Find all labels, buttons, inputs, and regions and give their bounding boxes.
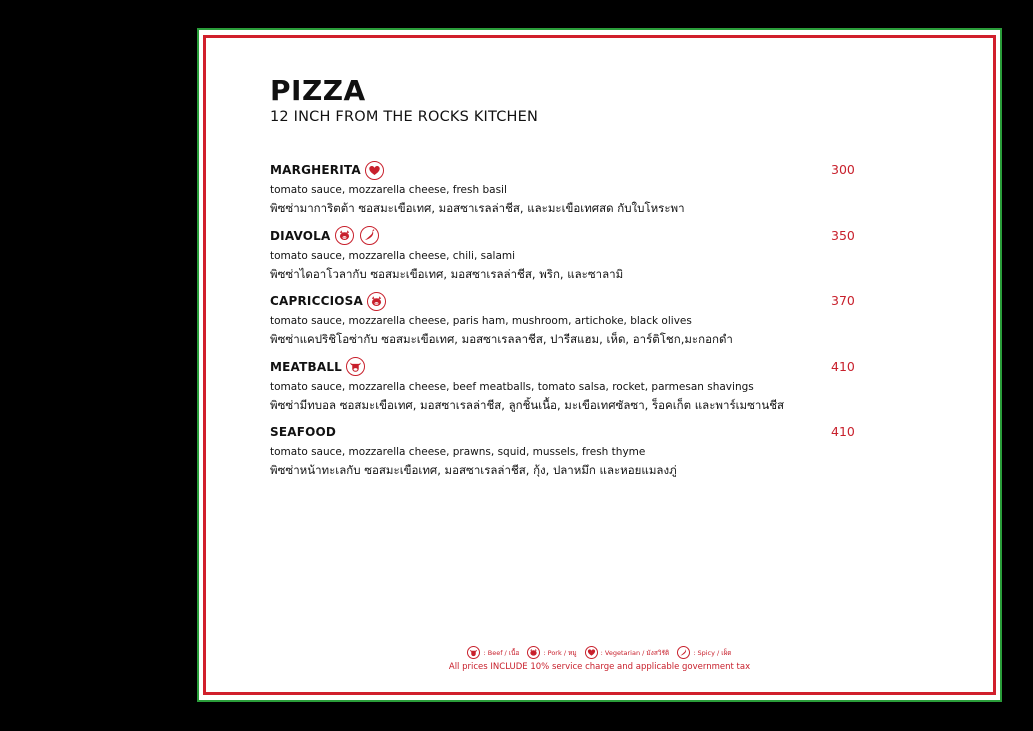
item-name: DIAVOLA: [270, 228, 331, 243]
item-description-en: tomato sauce, mozzarella cheese, fresh basil: [270, 184, 507, 196]
beef-icon: [346, 357, 365, 376]
pork-icon: [527, 646, 540, 659]
legend-label: : Spicy / เผ็ด: [693, 648, 732, 657]
legend-label: : Beef / เนื้อ: [483, 648, 520, 657]
beef-icon: [467, 646, 480, 659]
dietary-legend: [199, 646, 1000, 659]
item-price: 350: [831, 227, 855, 243]
menu-item-diavola: [270, 224, 860, 290]
legend-label: : Pork / หมู: [543, 648, 577, 657]
legend-beef: [467, 646, 519, 659]
vegetarian-icon: [365, 161, 384, 180]
item-description-en: tomato sauce, mozzarella cheese, prawns, squid, mussels, fresh thyme: [270, 446, 646, 458]
menu-item-seafood: [270, 420, 860, 486]
legend-pork: [527, 646, 576, 659]
item-description-en: tomato sauce, mozzarella cheese, paris ham, mushroom, artichoke, black olives: [270, 315, 692, 327]
item-description-th: พิซซ่าหน้าทะเลกับ ซอสมะเขือเทศ, มอสซาเรลล่าชีส, กุ้ง, ปลาหมึก และหอยแมลงภู่: [270, 463, 677, 477]
pork-icon: [335, 226, 354, 245]
item-name: SEAFOOD: [270, 425, 337, 439]
menu-items: [270, 158, 860, 486]
spicy-icon: [677, 646, 690, 659]
item-name: CAPRICCIOSA: [270, 294, 364, 308]
menu-item-margherita: [270, 158, 860, 224]
item-description-en: tomato sauce, mozzarella cheese, beef meatballs, tomato salsa, rocket, parmesan shavings: [270, 380, 754, 393]
legend-vegetarian: [585, 646, 670, 659]
item-price: 410: [831, 358, 855, 374]
menu-page: [197, 28, 1002, 702]
menu-item-meatball: [270, 355, 860, 421]
page-title: PIZZA: [270, 74, 366, 107]
item-price: 370: [831, 293, 855, 308]
item-description-th: พิซซ่ามาการิตต้า ซอสมะเขือเทศ, มอสซาเรลล่าชีส, และมะเขือเทศสด กับใบโหระพา: [270, 201, 685, 215]
item-description-th: พิซซ่าไดอาโวลากับ ซอสมะเขือเทศ, มอสซาเรลล่าชีส, พริก, และซาลามิ: [270, 266, 624, 281]
pork-icon: [367, 292, 386, 311]
item-name: MEATBALL: [270, 359, 343, 374]
legend-label: : Vegetarian / มังสวิรัติ: [600, 648, 670, 657]
menu-footer: [199, 646, 1000, 672]
page-subtitle: 12 INCH FROM THE ROCKS KITCHEN: [270, 109, 539, 125]
vegetarian-icon: [585, 646, 598, 659]
item-price: 300: [831, 162, 855, 177]
spicy-icon: [360, 226, 379, 245]
price-note: All prices INCLUDE 10% service charge and applicable government tax: [448, 662, 751, 672]
legend-spicy: [677, 646, 731, 659]
item-price: 410: [831, 424, 855, 439]
item-description-th: พิซซ่าแคปริชิโอซ่ากับ ซอสมะเขือเทศ, มอสซาเรลลาชีส, ปารีสแฮม, เห็ด, อาร์ติโชก,มะกอกดำ: [270, 332, 733, 346]
menu-item-capricciosa: [270, 289, 860, 355]
item-description-th: พิซซ่ามีทบอล ซอสมะเขือเทศ, มอสซาเรลล่าชีส, ลูกชิ้นเนื้อ, มะเขือเทศซัลซา, ร็อคเก็ต และพาร์เมซานชีส: [270, 397, 785, 412]
item-name: MARGHERITA: [270, 163, 361, 177]
item-description-en: tomato sauce, mozzarella cheese, chili, salami: [270, 249, 516, 262]
